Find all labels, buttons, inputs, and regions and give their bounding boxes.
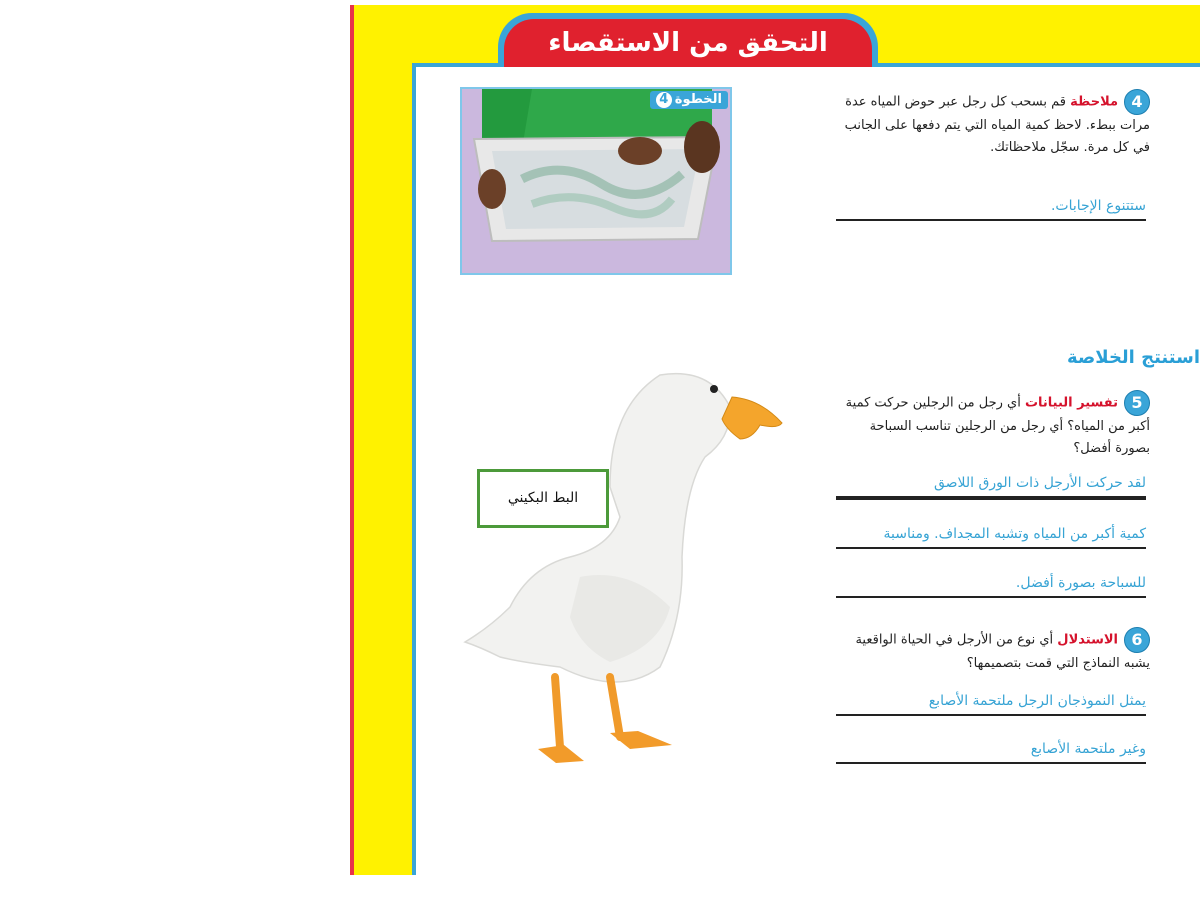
- question-6-number: 6: [1124, 627, 1150, 653]
- page-title: التحقق من الاستقصاء: [504, 19, 872, 67]
- answer-4-line-1[interactable]: ستتنوع الإجابات.: [836, 195, 1146, 221]
- answer-6-line-1[interactable]: يمثل النموذجان الرجل ملتحمة الأصابع: [836, 690, 1146, 716]
- question-6-keyword: الاستدلال: [1057, 632, 1118, 648]
- question-5: [832, 390, 1150, 460]
- white-duck-illustration: [460, 367, 800, 767]
- answer-5-line-1[interactable]: لقد حركت الأرجل ذات الورق اللاصق: [836, 472, 1146, 500]
- question-4-text: قم بسحب كل رجل عبر حوض المياه عدة مرات ببطء. لاحظ كمية المياه التي يتم دفعها على الجانب في كل مرة. سجّل ملاحظاتك.: [844, 94, 1150, 155]
- question-4: [832, 89, 1150, 159]
- section-heading: استنتج الخلاصة: [1066, 347, 1200, 368]
- title-banner: [498, 13, 878, 67]
- question-6-text: أي نوع من الأرجل في الحياة الواقعية يشبه النماذج التي قمت بتصميمها؟: [855, 632, 1150, 671]
- workbook-page: [350, 5, 1200, 875]
- answer-6-line-2[interactable]: وغير ملتحمة الأصابع: [836, 738, 1146, 764]
- answer-5-line-2[interactable]: كمية أكبر من المياه وتشبه المجداف. ومناسبة: [836, 523, 1146, 549]
- question-4-number: 4: [1124, 89, 1150, 115]
- question-6: [832, 627, 1150, 675]
- question-5-text: أي رجل من الرجلين حركت كمية أكبر من المياه؟ أي رجل من الرجلين تناسب السباحة بصورة أفضل؟: [845, 395, 1150, 456]
- hands-in-tray-illustration: [462, 89, 730, 273]
- question-5-number: 5: [1124, 390, 1150, 416]
- answer-5-line-3[interactable]: للسباحة بصورة أفضل.: [836, 572, 1146, 598]
- duck-label: البط البكيني: [477, 469, 609, 528]
- question-5-keyword: تفسير البيانات: [1024, 395, 1118, 411]
- step-badge: الخطوة4: [650, 91, 728, 109]
- question-4-keyword: ملاحظة: [1070, 94, 1118, 110]
- content-border-left: [412, 63, 416, 875]
- step-4-photo: [460, 87, 732, 275]
